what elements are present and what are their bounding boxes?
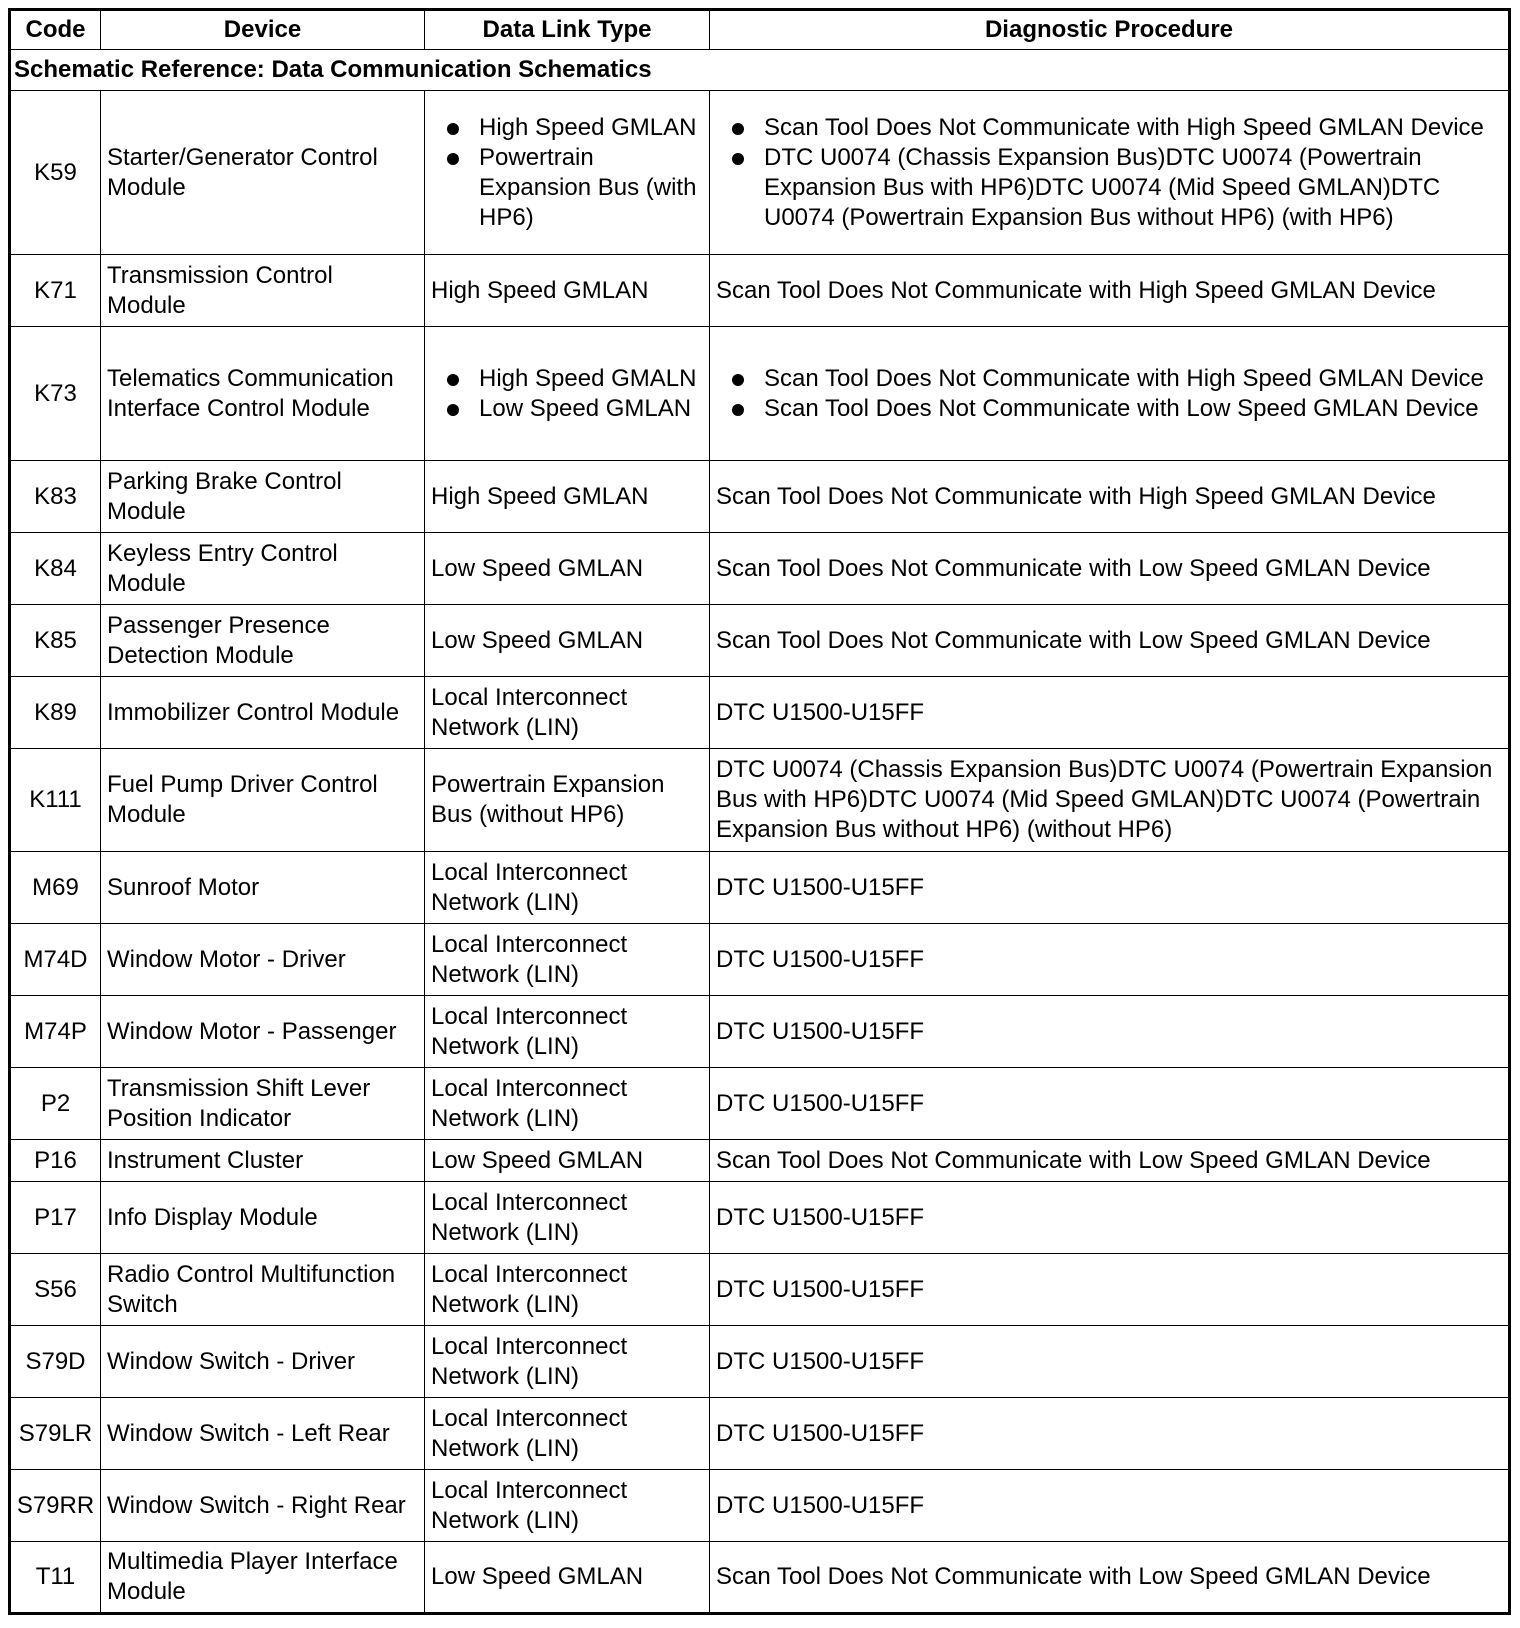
device-cell: Fuel Pump Driver Control Module xyxy=(101,749,425,852)
data-link-table xyxy=(8,8,1511,1615)
data-link-type-cell: Local Interconnect Network (LIN) xyxy=(425,1470,710,1542)
code-cell: M69 xyxy=(10,852,101,924)
diagnostic-procedure-cell: DTC U1500-U15FF xyxy=(710,677,1510,749)
diagnostic-procedure-cell: DTC U1500-U15FF xyxy=(710,1326,1510,1398)
schematic-reference-row xyxy=(10,50,1510,91)
diagnostic-procedure-cell: DTC U1500-U15FF xyxy=(710,1182,1510,1254)
data-link-type-cell: Low Speed GMLAN xyxy=(425,1542,710,1614)
bullet-item: High Speed GMALN xyxy=(431,364,703,394)
table-row xyxy=(10,924,1510,996)
device-cell: Transmission Shift Lever Position Indicator xyxy=(101,1068,425,1140)
header-data-link-type: Data Link Type xyxy=(425,10,710,50)
device-cell: Telematics Communication Interface Control Module xyxy=(101,327,425,461)
data-link-type-cell: Local Interconnect Network (LIN) xyxy=(425,677,710,749)
code-cell: K89 xyxy=(10,677,101,749)
data-link-type-cell-list xyxy=(431,113,703,233)
data-link-type-cell: Powertrain Expansion Bus (without HP6) xyxy=(425,749,710,852)
table-row xyxy=(10,327,1510,461)
bullet-item: DTC U0074 (Chassis Expansion Bus)DTC U0074 (Powertrain Expansion Bus with HP6)DTC U0074 (Mid Speed GMLAN)DTC U0074 (Powertrain Expansion Bus without HP6) (with HP6) xyxy=(716,143,1502,233)
diagnostic-procedure-cell: DTC U1500-U15FF xyxy=(710,852,1510,924)
header-row xyxy=(10,10,1510,50)
code-cell: S79D xyxy=(10,1326,101,1398)
device-cell: Window Motor - Driver xyxy=(101,924,425,996)
device-cell: Radio Control Multifunction Switch xyxy=(101,1254,425,1326)
diagnostic-procedure-cell: Scan Tool Does Not Communicate with Low Speed GMLAN Device xyxy=(710,605,1510,677)
diagnostic-procedure-cell: Scan Tool Does Not Communicate with Low Speed GMLAN Device xyxy=(710,1140,1510,1182)
code-cell: K85 xyxy=(10,605,101,677)
diagnostic-procedure-cell: Scan Tool Does Not Communicate with High Speed GMLAN Device xyxy=(710,461,1510,533)
device-cell: Immobilizer Control Module xyxy=(101,677,425,749)
code-cell: S79LR xyxy=(10,1398,101,1470)
data-link-type-cell: Local Interconnect Network (LIN) xyxy=(425,1182,710,1254)
table-row xyxy=(10,996,1510,1068)
code-cell: K73 xyxy=(10,327,101,461)
diagnostic-procedure-cell: Scan Tool Does Not Communicate with High Speed GMLAN Device xyxy=(710,255,1510,327)
data-link-type-cell-list xyxy=(431,364,703,424)
code-cell: P17 xyxy=(10,1182,101,1254)
bullet-item: Powertrain Expansion Bus (with HP6) xyxy=(431,143,703,233)
code-cell: P16 xyxy=(10,1140,101,1182)
data-link-type-cell: Local Interconnect Network (LIN) xyxy=(425,1068,710,1140)
diagnostic-procedure-cell: DTC U1500-U15FF xyxy=(710,1254,1510,1326)
code-cell: K59 xyxy=(10,91,101,255)
code-cell: S56 xyxy=(10,1254,101,1326)
diagnostic-procedure-cell: DTC U1500-U15FF xyxy=(710,996,1510,1068)
code-cell: T11 xyxy=(10,1542,101,1614)
data-link-type-cell: Low Speed GMLAN xyxy=(425,605,710,677)
bullet-item: Scan Tool Does Not Communicate with High Speed GMLAN Device xyxy=(716,113,1502,143)
diagnostic-procedure-cell xyxy=(710,91,1510,255)
table-row xyxy=(10,533,1510,605)
device-cell: Keyless Entry Control Module xyxy=(101,533,425,605)
bullet-item: High Speed GMLAN xyxy=(431,113,703,143)
table-row xyxy=(10,1182,1510,1254)
device-cell: Starter/Generator Control Module xyxy=(101,91,425,255)
table-row xyxy=(10,852,1510,924)
diagnostic-procedure-cell xyxy=(710,327,1510,461)
bullet-item: Scan Tool Does Not Communicate with Low Speed GMLAN Device xyxy=(716,394,1502,424)
code-cell: K111 xyxy=(10,749,101,852)
code-cell: M74D xyxy=(10,924,101,996)
diagnostic-procedure-cell: DTC U0074 (Chassis Expansion Bus)DTC U0074 (Powertrain Expansion Bus with HP6)DTC U0074 (Mid Speed GMLAN)DTC U0074 (Powertrain Expansion Bus without HP6) (without HP6) xyxy=(710,749,1510,852)
data-link-type-cell: High Speed GMLAN xyxy=(425,461,710,533)
code-cell: K83 xyxy=(10,461,101,533)
table-row xyxy=(10,1068,1510,1140)
data-link-type-cell xyxy=(425,327,710,461)
header-device: Device xyxy=(101,10,425,50)
table-row xyxy=(10,255,1510,327)
data-link-type-cell: Local Interconnect Network (LIN) xyxy=(425,996,710,1068)
data-link-type-cell: Local Interconnect Network (LIN) xyxy=(425,1398,710,1470)
data-link-type-cell: Local Interconnect Network (LIN) xyxy=(425,852,710,924)
code-cell: K71 xyxy=(10,255,101,327)
table-row xyxy=(10,749,1510,852)
header-code: Code xyxy=(10,10,101,50)
data-link-type-cell xyxy=(425,91,710,255)
header-diagnostic-procedure: Diagnostic Procedure xyxy=(710,10,1510,50)
diagnostic-procedure-cell-list xyxy=(716,113,1502,233)
diagnostic-procedure-cell: DTC U1500-U15FF xyxy=(710,1398,1510,1470)
data-link-type-cell: Low Speed GMLAN xyxy=(425,533,710,605)
device-cell: Multimedia Player Interface Module xyxy=(101,1542,425,1614)
bullet-item: Scan Tool Does Not Communicate with High Speed GMLAN Device xyxy=(716,364,1502,394)
table-row xyxy=(10,1470,1510,1542)
data-link-type-cell: Low Speed GMLAN xyxy=(425,1140,710,1182)
bullet-item: Low Speed GMLAN xyxy=(431,394,703,424)
code-cell: K84 xyxy=(10,533,101,605)
device-cell: Window Switch - Right Rear xyxy=(101,1470,425,1542)
device-cell: Parking Brake Control Module xyxy=(101,461,425,533)
table-row xyxy=(10,91,1510,255)
table-row xyxy=(10,1326,1510,1398)
data-link-type-cell: Local Interconnect Network (LIN) xyxy=(425,1254,710,1326)
data-link-type-cell: Local Interconnect Network (LIN) xyxy=(425,924,710,996)
schematic-reference: Schematic Reference: Data Communication Schematics xyxy=(10,50,1510,91)
device-cell: Info Display Module xyxy=(101,1182,425,1254)
code-cell: P2 xyxy=(10,1068,101,1140)
device-cell: Instrument Cluster xyxy=(101,1140,425,1182)
device-cell: Passenger Presence Detection Module xyxy=(101,605,425,677)
diagnostic-procedure-cell: Scan Tool Does Not Communicate with Low Speed GMLAN Device xyxy=(710,1542,1510,1614)
diagnostic-procedure-cell-list xyxy=(716,364,1502,424)
diagnostic-procedure-cell: DTC U1500-U15FF xyxy=(710,1068,1510,1140)
code-cell: S79RR xyxy=(10,1470,101,1542)
device-cell: Window Switch - Driver xyxy=(101,1326,425,1398)
table-row xyxy=(10,461,1510,533)
table-row xyxy=(10,1542,1510,1614)
diagnostic-procedure-cell: DTC U1500-U15FF xyxy=(710,924,1510,996)
table-row xyxy=(10,677,1510,749)
device-cell: Sunroof Motor xyxy=(101,852,425,924)
table-row xyxy=(10,1398,1510,1470)
data-link-type-cell: High Speed GMLAN xyxy=(425,255,710,327)
device-cell: Window Switch - Left Rear xyxy=(101,1398,425,1470)
table-row xyxy=(10,605,1510,677)
table-row xyxy=(10,1140,1510,1182)
table-row xyxy=(10,1254,1510,1326)
code-cell: M74P xyxy=(10,996,101,1068)
data-link-type-cell: Local Interconnect Network (LIN) xyxy=(425,1326,710,1398)
diagnostic-procedure-cell: Scan Tool Does Not Communicate with Low Speed GMLAN Device xyxy=(710,533,1510,605)
device-cell: Transmission Control Module xyxy=(101,255,425,327)
diagnostic-procedure-cell: DTC U1500-U15FF xyxy=(710,1470,1510,1542)
device-cell: Window Motor - Passenger xyxy=(101,996,425,1068)
